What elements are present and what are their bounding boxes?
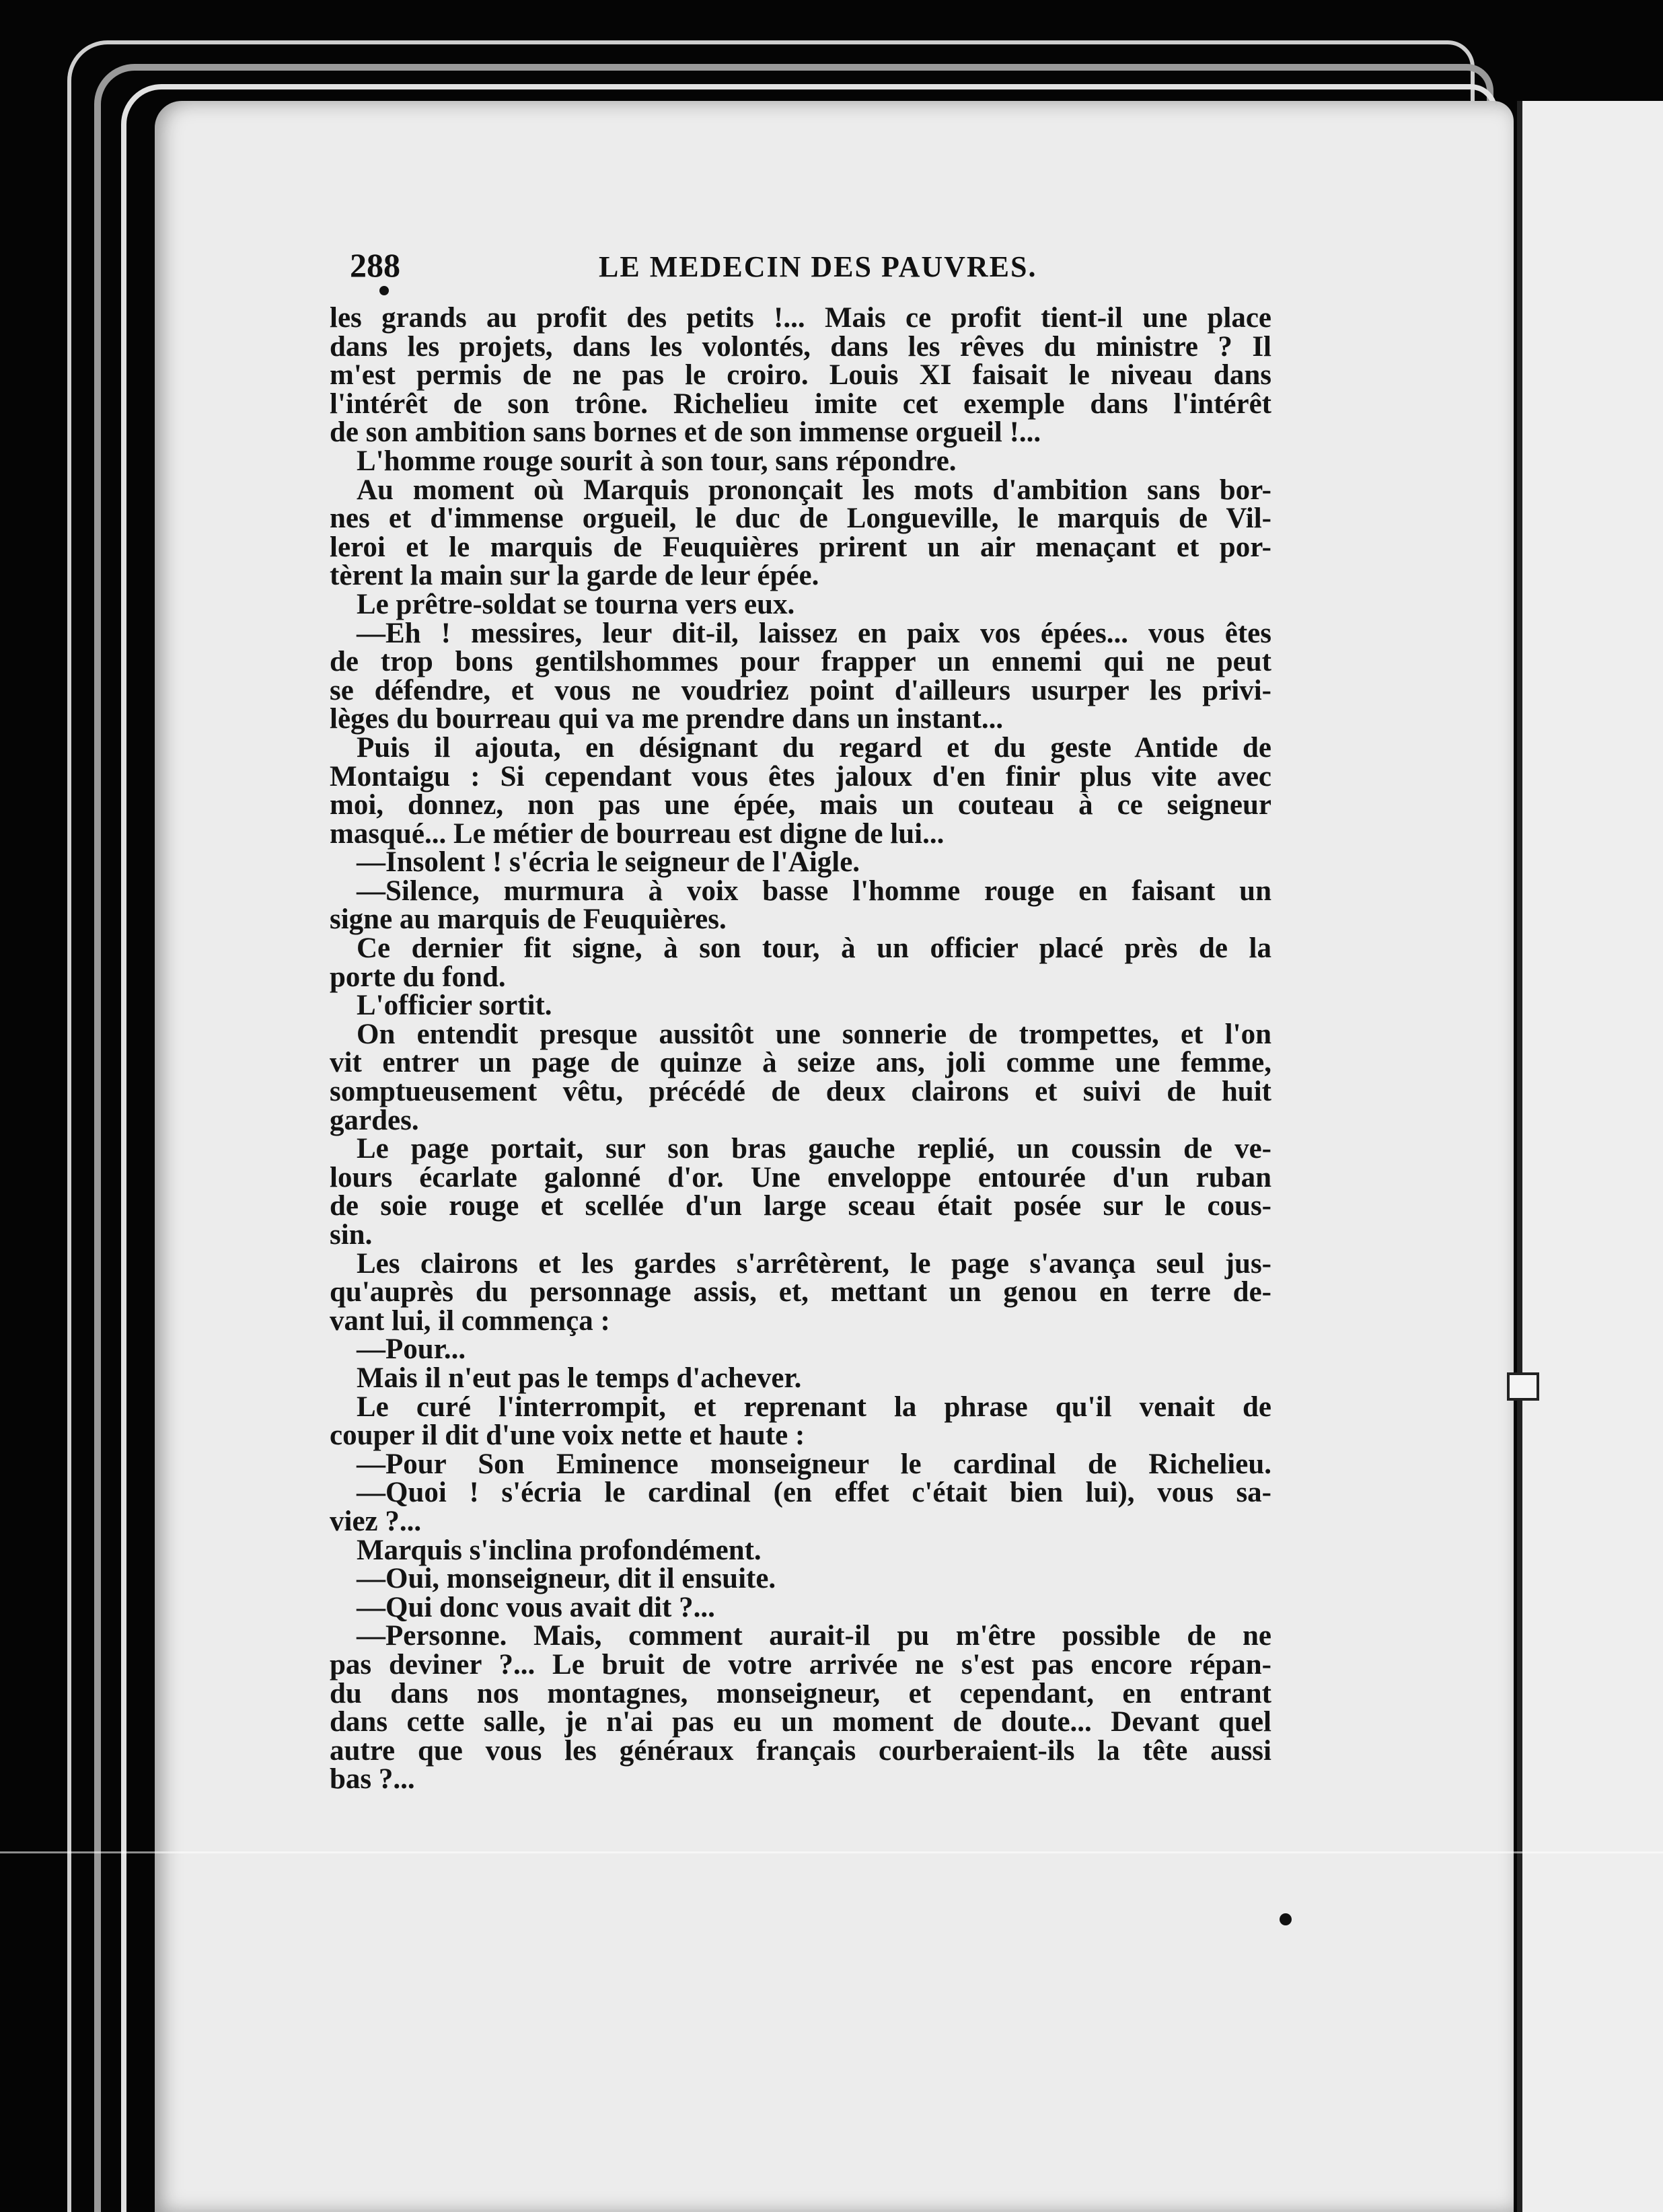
facing-page-edge: [1517, 101, 1663, 2212]
text-line: couper il dit d'une voix nette et haute :: [330, 1420, 805, 1452]
text-line: Ce dernier fit signe, à son tour, à un officier placé près de la: [357, 932, 1271, 965]
text-line: vant lui, il commença :: [330, 1304, 610, 1337]
text-line: lours écarlate galonné d'or. Une enveloppe entourée d'un ruban: [330, 1161, 1271, 1193]
text-line: —Insolent ! s'écria le seigneur de l'Aigle.: [357, 846, 860, 879]
text-line: gardes.: [330, 1104, 419, 1136]
text-line: —Qui donc vous avait dit ?...: [357, 1591, 715, 1623]
page-header: [350, 246, 1292, 293]
page-number: 288: [350, 246, 400, 284]
text-line: les grands au profit des petits !... Mais ce profit tient-il une place: [330, 302, 1271, 334]
body-text: [330, 304, 1271, 1794]
text-line: qu'auprès du personnage assis, et, mettant un genou en terre de-: [330, 1276, 1271, 1308]
text-line: dans les projets, dans les volontés, dans les rêves du ministre ? Il: [330, 330, 1271, 363]
text-line: viez ?...: [330, 1505, 422, 1537]
text-line: —Eh ! messires, leur dit-il, laissez en paix vos épées... vous êtes: [357, 617, 1271, 649]
text-line: Marquis s'inclina profondément.: [357, 1534, 762, 1566]
margin-mark: [1507, 1372, 1539, 1401]
text-line: Puis il ajouta, en désignant du regard et du geste Antide de: [357, 731, 1271, 764]
text-line: dans cette salle, je n'ai pas eu un moment de doute... Devant quel: [330, 1706, 1271, 1738]
text-line: lèges du bourreau qui va me prendre dans un instant...: [330, 703, 1004, 735]
text-line: m'est permis de ne pas le croiro. Louis XI faisait le niveau dans: [330, 359, 1271, 392]
text-line: —Pour...: [357, 1333, 466, 1366]
text-line: L'officier sortit.: [357, 990, 552, 1022]
text-line: de trop bons gentilshommes pour frapper un ennemi qui ne peut: [330, 646, 1271, 678]
text-line: de soie rouge et scellée d'un large sceau était posée sur le cous-: [330, 1190, 1271, 1222]
page-number-dot: [379, 286, 389, 295]
text-line: signe au marquis de Feuquières.: [330, 904, 727, 936]
text-line: bas ?...: [330, 1763, 415, 1796]
text-line: autre que vous les généraux français courberaient-ils la tête aussi: [330, 1734, 1271, 1767]
text-line: vit entrer un page de quinze à seize ans, joli comme une femme,: [330, 1047, 1271, 1079]
text-line: —Silence, murmura à voix basse l'homme rouge en faisant un: [357, 875, 1271, 907]
text-line: Le curé l'interrompit, et reprenant la phrase qu'il venait de: [357, 1391, 1271, 1423]
text-line: somptueusement vêtu, précédé de deux clairons et suivi de huit: [330, 1076, 1271, 1108]
end-mark-dot: [1280, 1913, 1292, 1925]
text-line: nes et d'immense orgueil, le duc de Longueville, le marquis de Vil-: [330, 503, 1271, 535]
running-title: LE MEDECIN DES PAUVRES.: [599, 250, 1037, 283]
text-line: moi, donnez, non pas une épée, mais un couteau à ce seigneur: [330, 789, 1271, 821]
text-line: —Quoi ! s'écria le cardinal (en effet c'était bien lui), vous sa-: [357, 1477, 1271, 1509]
text-line: —Oui, monseigneur, dit il ensuite.: [357, 1563, 776, 1595]
text-line: pas deviner ?... Le bruit de votre arrivée ne s'est pas encore répan-: [330, 1648, 1271, 1681]
text-line: Montaigu : Si cependant vous êtes jaloux d'en finir plus vite avec: [330, 760, 1271, 792]
text-line: tèrent la main sur la garde de leur épée.: [330, 560, 819, 592]
text-line: leroi et le marquis de Feuquières prirent un air menaçant et por-: [330, 531, 1271, 563]
text-line: Mais il n'eut pas le temps d'achever.: [357, 1362, 802, 1394]
text-line: —Pour Son Eminence monseigneur le cardinal de Richelieu.: [357, 1448, 1271, 1480]
text-line: sin.: [330, 1219, 373, 1251]
scan-artifact-line: [0, 1851, 1663, 1853]
text-line: porte du fond.: [330, 961, 506, 993]
text-line: de son ambition sans bornes et de son immense orgueil !...: [330, 416, 1041, 449]
text-line: se défendre, et vous ne voudriez point d'ailleurs usurper les privi-: [330, 674, 1271, 706]
text-line: On entendit presque aussitôt une sonnerie de trompettes, et l'on: [357, 1018, 1271, 1050]
text-line: L'homme rouge sourit à son tour, sans répondre.: [357, 445, 957, 477]
text-line: —Personne. Mais, comment aurait-il pu m'être possible de ne: [357, 1620, 1271, 1652]
text-line: Le page portait, sur son bras gauche replié, un coussin de ve-: [357, 1133, 1271, 1165]
text-line: Les clairons et les gardes s'arrêtèrent, le page s'avança seul jus-: [357, 1247, 1271, 1280]
text-line: du dans nos montagnes, monseigneur, et cependant, en entrant: [330, 1677, 1271, 1709]
text-line: l'intérêt de son trône. Richelieu imite cet exemple dans l'intérêt: [330, 388, 1271, 420]
text-line: Le prêtre-soldat se tourna vers eux.: [357, 588, 795, 620]
text-line: Au moment où Marquis prononçait les mots d'ambition sans bor-: [357, 474, 1271, 506]
text-line: masqué... Le métier de bourreau est digne de lui...: [330, 817, 945, 850]
